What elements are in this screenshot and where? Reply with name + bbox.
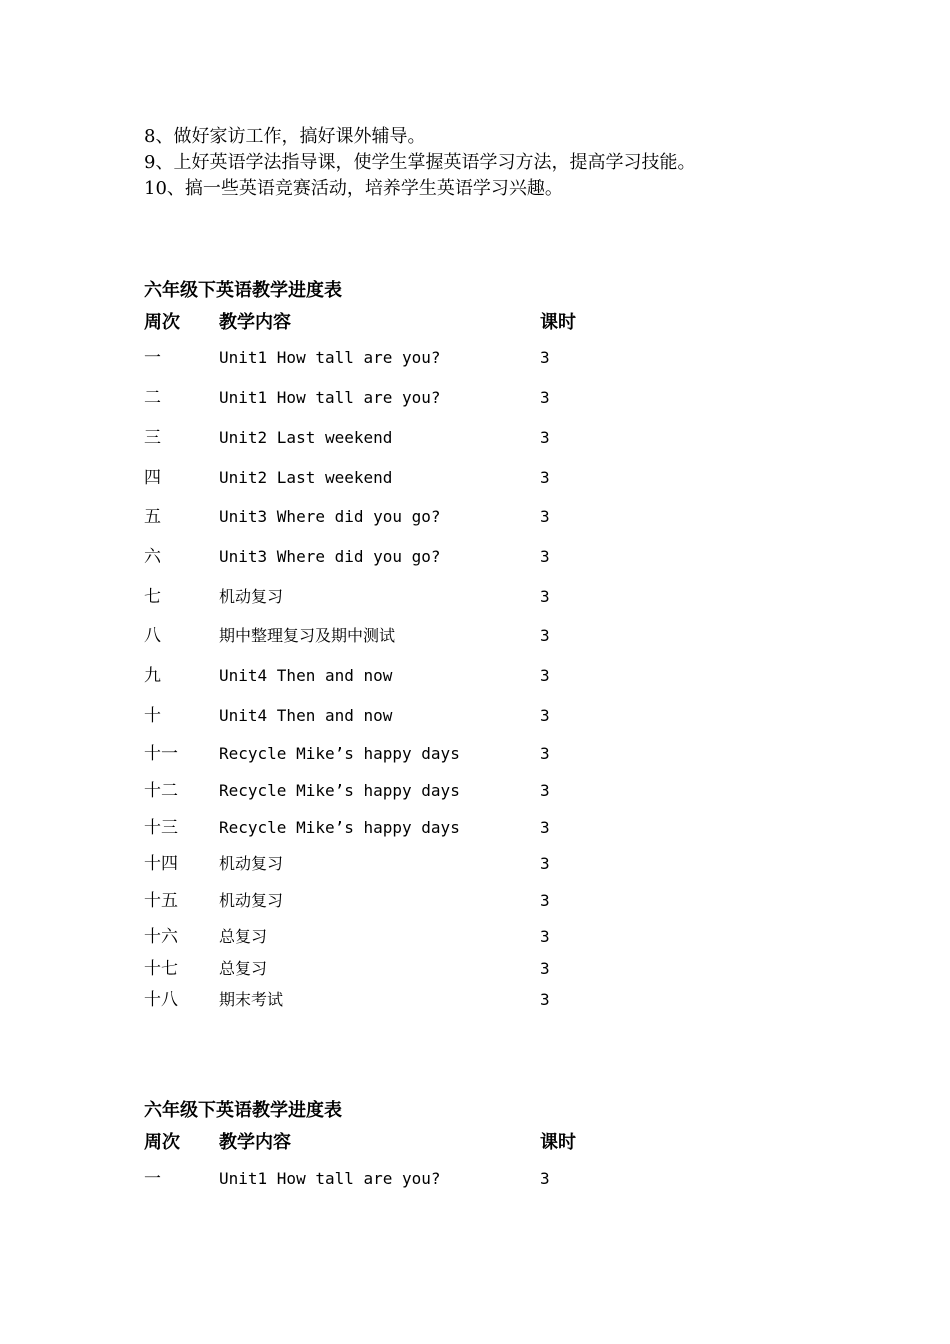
hours-cell: 3 <box>540 388 550 407</box>
header-content-2: 教学内容 <box>219 1132 291 1153</box>
content-cell: Recycle Mike’s happy days <box>219 818 460 837</box>
week-cell: 二 <box>144 388 161 408</box>
content-cell: Unit1 How tall are you? <box>219 1169 441 1188</box>
hours-cell: 3 <box>540 547 550 566</box>
table-row <box>0 345 950 371</box>
content-cell: 机动复习 <box>219 854 284 873</box>
paragraph-item-8: 8、做好家访工作，搞好课外辅导。 <box>144 126 426 147</box>
hours-cell: 3 <box>540 428 550 447</box>
table-row <box>0 741 950 767</box>
hours-cell: 3 <box>540 818 550 837</box>
header-week-2: 周次 <box>144 1132 180 1153</box>
week-cell: 十五 <box>144 891 178 911</box>
hours-cell: 3 <box>540 990 550 1009</box>
table-row <box>0 465 950 491</box>
content-cell: Unit1 How tall are you? <box>219 348 441 367</box>
content-cell: Unit4 Then and now <box>219 666 393 685</box>
week-cell: 十四 <box>144 854 178 874</box>
content-cell: 总复习 <box>219 927 268 946</box>
week-cell: 一 <box>144 1169 161 1189</box>
week-cell: 七 <box>144 587 161 607</box>
week-cell: 四 <box>144 468 161 488</box>
hours-cell: 3 <box>540 348 550 367</box>
table-row <box>0 663 950 689</box>
table-row <box>0 778 950 804</box>
hours-cell: 3 <box>540 959 550 978</box>
table-row <box>0 987 950 1013</box>
hours-cell: 3 <box>540 468 550 487</box>
content-cell: Unit3 Where did you go? <box>219 547 441 566</box>
table-row <box>0 924 950 950</box>
content-cell: 期末考试 <box>219 990 284 1009</box>
content-cell: 期中整理复习及期中测试 <box>219 626 396 645</box>
content-cell: Unit2 Last weekend <box>219 428 393 447</box>
content-cell: Unit2 Last weekend <box>219 468 393 487</box>
table-row <box>0 956 950 982</box>
week-cell: 一 <box>144 348 161 368</box>
week-cell: 十二 <box>144 781 178 801</box>
content-cell: Recycle Mike’s happy days <box>219 744 460 763</box>
hours-cell: 3 <box>540 507 550 526</box>
week-cell: 十三 <box>144 818 178 838</box>
header-hours-2: 课时 <box>540 1132 576 1153</box>
paragraph-item-10: 10、搞一些英语竞赛活动，培养学生英语学习兴趣。 <box>144 178 563 199</box>
content-cell: Unit1 How tall are you? <box>219 388 441 407</box>
hours-cell: 3 <box>540 854 550 873</box>
week-cell: 六 <box>144 547 161 567</box>
table-row <box>0 851 950 877</box>
hours-cell: 3 <box>540 744 550 763</box>
table-row <box>0 425 950 451</box>
week-cell: 十一 <box>144 744 178 764</box>
table-row <box>0 888 950 914</box>
table-row <box>0 815 950 841</box>
schedule-title: 六年级下英语教学进度表 <box>144 280 342 301</box>
week-cell: 十六 <box>144 927 178 947</box>
table-row <box>0 703 950 729</box>
content-cell: 机动复习 <box>219 587 284 606</box>
content-cell: 机动复习 <box>219 891 284 910</box>
hours-cell: 3 <box>540 666 550 685</box>
table-row <box>0 385 950 411</box>
header-hours: 课时 <box>540 312 576 333</box>
content-cell: Recycle Mike’s happy days <box>219 781 460 800</box>
hours-cell: 3 <box>540 706 550 725</box>
hours-cell: 3 <box>540 626 550 645</box>
hours-cell: 3 <box>540 781 550 800</box>
schedule-title-2: 六年级下英语教学进度表 <box>144 1100 342 1121</box>
hours-cell: 3 <box>540 587 550 606</box>
hours-cell: 3 <box>540 927 550 946</box>
week-cell: 九 <box>144 666 161 686</box>
header-content: 教学内容 <box>219 312 291 333</box>
week-cell: 十 <box>144 706 161 726</box>
content-cell: 总复习 <box>219 959 268 978</box>
table-row <box>0 544 950 570</box>
paragraph-item-9: 9、上好英语学法指导课，使学生掌握英语学习方法，提高学习技能。 <box>144 152 696 173</box>
week-cell: 三 <box>144 428 161 448</box>
week-cell: 八 <box>144 626 161 646</box>
table-row <box>0 623 950 649</box>
table-row <box>0 504 950 530</box>
header-week: 周次 <box>144 312 180 333</box>
hours-cell: 3 <box>540 1169 550 1188</box>
table-row <box>0 1166 950 1192</box>
content-cell: Unit4 Then and now <box>219 706 393 725</box>
table-row <box>0 584 950 610</box>
week-cell: 十七 <box>144 959 178 979</box>
week-cell: 十八 <box>144 990 178 1010</box>
hours-cell: 3 <box>540 891 550 910</box>
week-cell: 五 <box>144 507 161 527</box>
content-cell: Unit3 Where did you go? <box>219 507 441 526</box>
